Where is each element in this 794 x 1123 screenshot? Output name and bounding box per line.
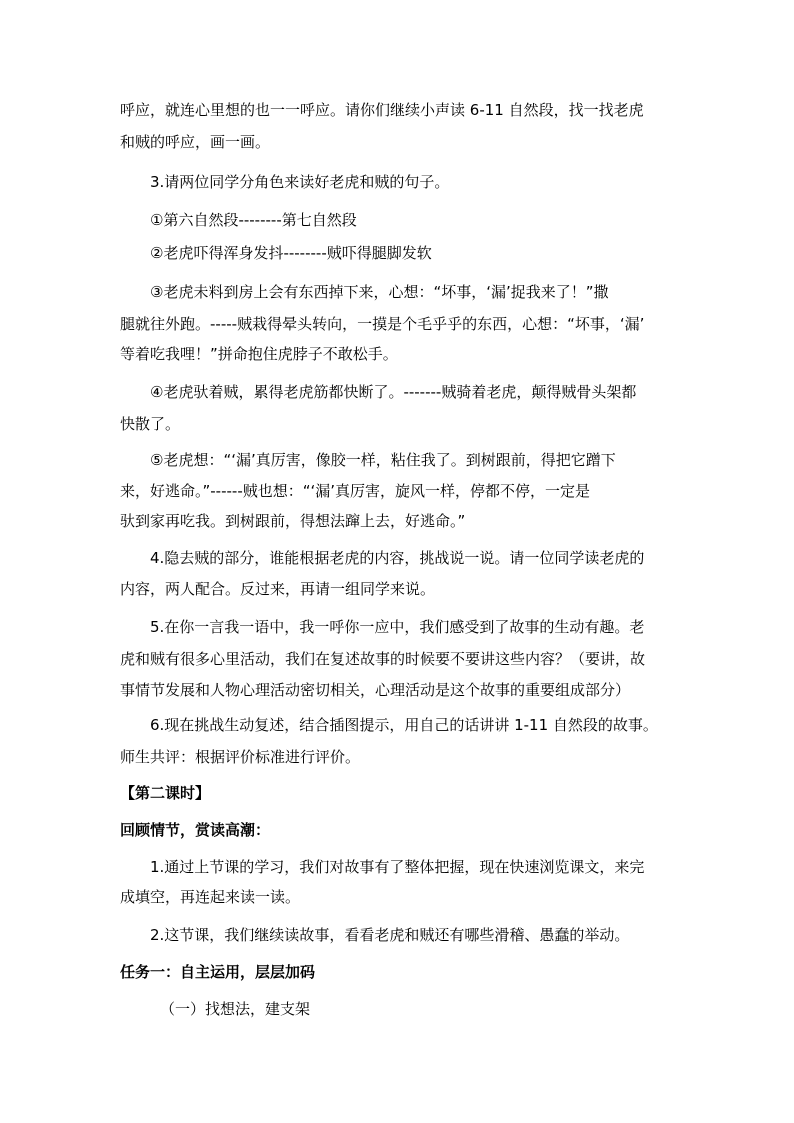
task-one-heading: 任务一：自主运用，层层加码 (120, 963, 316, 981)
paragraph-line: 事情节发展和人物心理活动密切相关，心理活动是这个故事的重要组成部分） (120, 681, 631, 699)
paragraph-line: 等着吃我哩！”拼命抱住虎脖子不敢松手。 (120, 345, 398, 363)
step-6-line: 6.现在挑战生动复述，结合插图提示，用自己的话讲讲 1-11 自然段的故事。 (150, 716, 658, 734)
paragraph-line: 驮到家再吃我。到树跟前，得想法蹿上去，好逃命。” (120, 512, 466, 530)
section-heading-second-lesson: 【第二课时】 (120, 784, 211, 802)
list-item: ④老虎驮着贼，累得老虎筋都快断了。-------贼骑着老虎，颠得贼骨头架都 (150, 383, 637, 401)
subheading-review-plot: 回顾情节，赏读高潮： (120, 821, 271, 839)
task-one-subheading: （一）找想法，建支架 (160, 1000, 311, 1018)
review-step-1: 1.通过上节课的学习，我们对故事有了整体把握，现在快速浏览课文，来完 (150, 858, 645, 876)
paragraph-line: 虎和贼有很多心里活动，我们在复述故事的时候要不要讲这些内容？（要讲，故 (120, 650, 646, 668)
paragraph-line: 快散了。 (120, 415, 181, 433)
paragraph-line: 腿就往外跑。-----贼栽得晕头转向，一摸是个毛乎乎的东西，心想：“坏事，‘漏’ (120, 315, 645, 333)
list-item: ③老虎未料到房上会有东西掉下来，心想：“坏事，‘漏’捉我来了！”撒 (150, 283, 609, 301)
paragraph-line: 内容，两人配合。反过来，再请一组同学来说。 (120, 580, 436, 598)
paragraph-line: 呼应，就连心里想的也一一呼应。请你们继续小声读 6-11 自然段，找一找老虎 (120, 101, 644, 119)
step-4-line: 4.隐去贼的部分，谁能根据老虎的内容，挑战说一说。请一位同学读老虎的 (150, 549, 645, 567)
step-3-heading: 3.请两位同学分角色来读好老虎和贼的句子。 (150, 173, 450, 191)
paragraph-line: 师生共评：根据评价标准进行评价。 (120, 748, 361, 766)
list-item: ①第六自然段--------第七自然段 (150, 211, 357, 229)
step-5-line: 5.在你一言我一语中，我一呼你一应中，我们感受到了故事的生动有趣。老 (150, 618, 645, 636)
paragraph-line: 成填空，再连起来读一读。 (120, 888, 301, 906)
paragraph-line: 来，好逃命。”------贼也想：“‘漏’真厉害，旋风一样，停都不停，一定是 (120, 482, 591, 500)
paragraph-line: 和贼的呼应，画一画。 (120, 133, 271, 151)
list-item: ⑤老虎想：“‘漏’真厉害，像胶一样，粘住我了。到树跟前，得把它蹭下 (150, 451, 616, 469)
review-step-2: 2.这节课，我们继续读故事，看看老虎和贼还有哪些滑稽、愚蠢的举动。 (150, 926, 630, 944)
list-item: ②老虎吓得浑身发抖--------贼吓得腿脚发软 (150, 244, 432, 262)
